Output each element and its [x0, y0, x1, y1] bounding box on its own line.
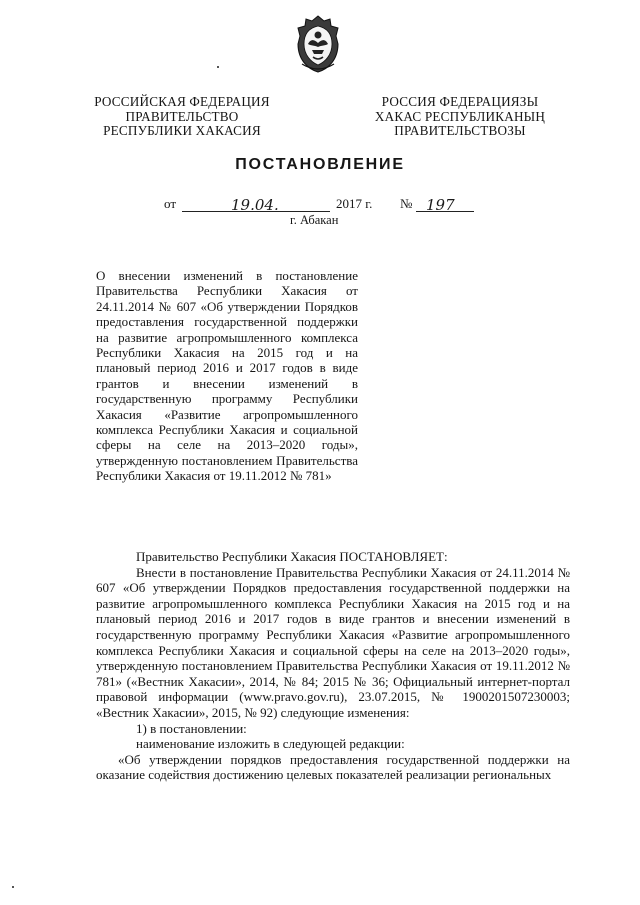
date-year: 2017 г.: [336, 196, 373, 211]
header-left-line: ПРАВИТЕЛЬСТВО: [125, 108, 239, 124]
body-intro: Правительство Республики Хакасия ПОСТАНОВЛЯЕТ:: [136, 549, 448, 564]
coat-of-arms-icon: [294, 14, 342, 74]
header-right-line: ХАКАС РЕСПУБЛИКАНЫҢ: [374, 108, 546, 124]
dateline: [164, 196, 494, 214]
body-item-sub: наименование изложить в следующей редакции:: [136, 736, 405, 752]
header-right: [360, 95, 560, 139]
number-handwritten: 197: [426, 196, 455, 214]
scan-mark: [12, 886, 14, 888]
body-quote: «Об утверждении порядков предоставления государственной поддержки на оказание содействия достижению целевых показателей реализации региональных: [96, 751, 570, 783]
subject-block: О внесении изменений в постановление Правительства Республики Хакасия от 24.11.2014 № 607 «Об утверждении Порядков предоставления государственной поддержки на развитие агропромышленного комплекса Республики Хакасия на 2015 год и на плановый период 2016 и 2017 годов в виде грантов и внесении изменений в государственную программу Республики Хакасия «Развитие агропромышленного комплекса Республики Хакасия и социальной сферы на селе на 2013–2020 годы», утвержденную постановлением Правительства Республики Хакасия от 19.11.2012 № 781»: [96, 268, 358, 484]
header-left-line: РОССИЙСКАЯ ФЕДЕРАЦИЯ: [94, 94, 270, 109]
header-left: [82, 95, 282, 139]
header-left-line: РЕСПУБЛИКИ ХАКАСИЯ: [103, 123, 261, 138]
document-title: ПОСТАНОВЛЕНИЕ: [235, 156, 405, 173]
header-right-line: РОССИЯ ФЕДЕРАЦИЯЗЫ: [381, 94, 539, 109]
city: г. Абакан: [290, 213, 339, 227]
number-label: №: [400, 196, 413, 211]
header-right-line: ПРАВИТЕЛЬСТВОЗЫ: [394, 123, 526, 138]
scan-speck: [217, 66, 219, 68]
body-text: [96, 549, 570, 783]
body-paragraph: Внести в постановление Правительства Республики Хакасия от 24.11.2014 № 607 «Об утверждении Порядков предоставления государственной поддержки на развитие агропромышленного комплекса Республики Хакасия на 2015 год и на плановый период 2016 и 2017 годов в виде грантов и внесении изменений в государственную программу Республики Хакасия «Развитие агропромышленного комплекса Республики Хакасия и социальной сферы на селе на 2013–2020 годы», утвержденную постановлением Правительства Республики Хакасия от 19.11.2012 № 781» («Вестник Хакасии», 2014, № 84; 2015 № 36; Официальный интернет-портал правовой информации (www.pravo.gov.ru), 23.07.2015, № 1900201507230003; «Вестник Хакасии», 2015, № 92) следующие изменения:: [96, 564, 570, 720]
date-handwritten: 19.04.: [231, 196, 279, 214]
date-from-label: от: [164, 196, 177, 211]
body-item: 1) в постановлении:: [136, 720, 247, 736]
